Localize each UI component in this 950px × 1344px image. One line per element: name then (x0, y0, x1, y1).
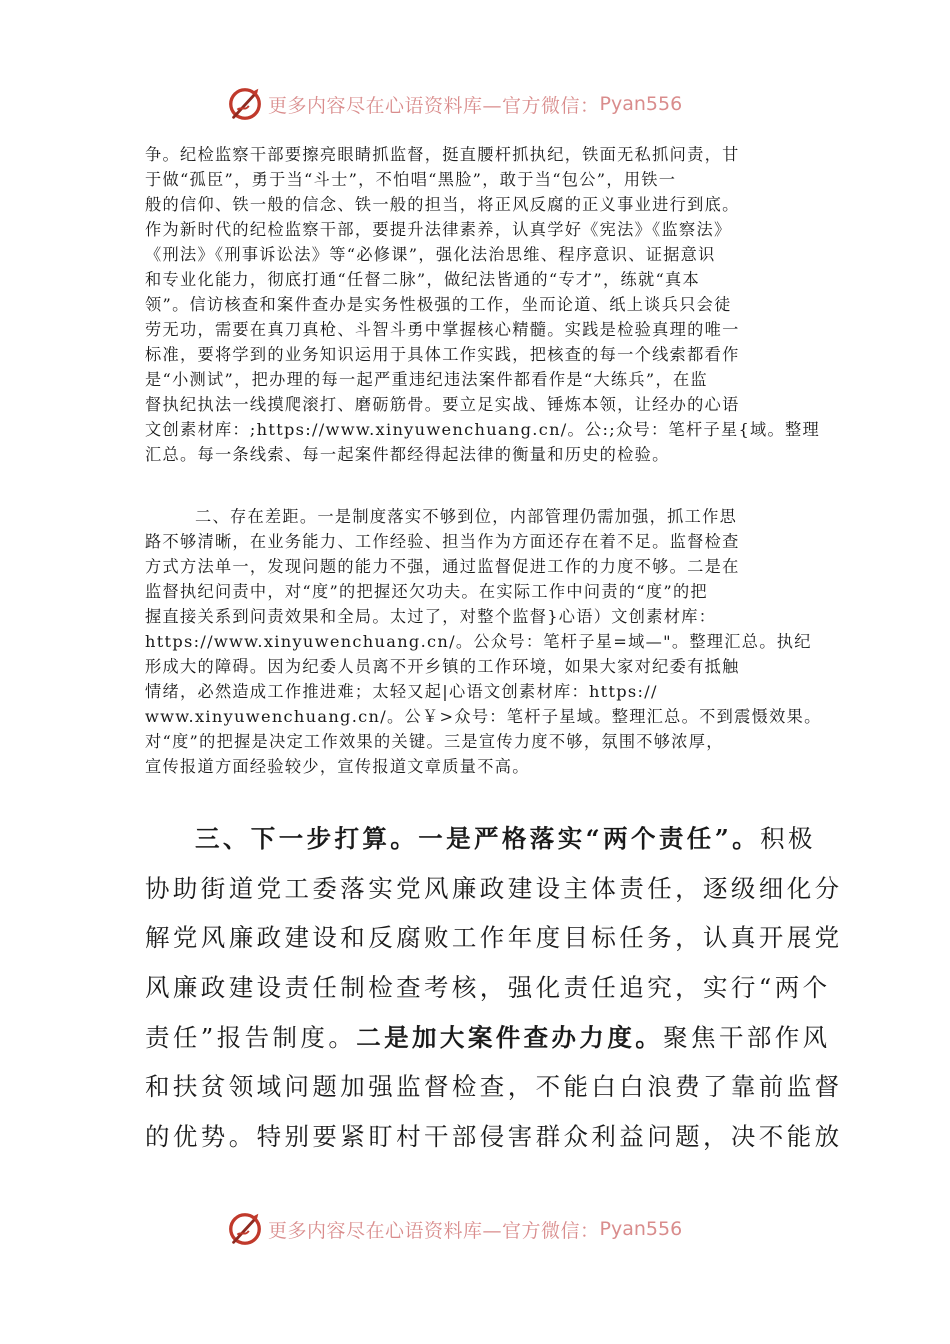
text-line: www.xinyuwenchuang.cn/。公￥>众号：笔杆子星域。整理汇总。不到震慑效果。 (145, 707, 822, 726)
pen-logo-icon (226, 1210, 264, 1248)
text-line: 于做“孤臣”，勇于当“斗士”，不怕唱“黑脸”，敢于当“包公”，用铁一 (145, 170, 677, 189)
banner-wechat-id: Pyan556 (599, 1218, 683, 1240)
banner-text: 更多内容尽在心语资料库—官方微信： (268, 1219, 600, 1242)
paragraph-1 (145, 142, 820, 467)
banner-text: 更多内容尽在心语资料库—官方微信： (268, 94, 600, 117)
text-line: 路不够清晰，在业务能力、工作经验、担当作为方面还存在着不足。监督检查 (145, 532, 740, 551)
text-line: 文创素材库：;https://www.xinyuwenchuang.cn/。公:;众号：笔杆子星{域。整理 (145, 420, 820, 439)
text-line: 解党风廉政建设和反腐败工作年度目标任务，认真开展党 (145, 923, 843, 953)
text-line: 情绪，必然造成工作推进难；太轻又起|心语文创素材库：https:// (145, 682, 658, 701)
header-banner (226, 84, 682, 124)
text-line: 形成大的障碍。因为纪委人员离不开乡镇的工作环境，如果大家对纪委有抵触 (145, 657, 740, 676)
paragraph-2 (145, 504, 822, 779)
text-line: 劳无功，需要在真刀真枪、斗智斗勇中掌握核心精髓。实践是检验真理的唯一 (145, 320, 740, 339)
bold-run: 二是加大案件查办力度。 (356, 1022, 664, 1052)
text-line: 督执纪执法一线摸爬滚打、磨砺筋骨。要立足实战、锤炼本领，让经办的心语 (145, 395, 740, 414)
text-line: 风廉政建设责任制检查考核，强化责任追究，实行“两个 (145, 973, 831, 1003)
text-line: 般的信仰、铁一般的信念、铁一般的担当，将正风反腐的正义事业进行到底。 (145, 195, 740, 214)
section-heading: 三、下一步打算。一是严格落实“两个责任”。 (195, 824, 761, 853)
paragraph-3 (145, 814, 843, 1162)
text-line: 对“度”的把握是决定工作效果的关键。三是宣传力度不够，氛围不够浓厚， (145, 732, 724, 751)
pen-logo-icon (226, 85, 264, 123)
text-line: 争。纪检监察干部要擦亮眼睛抓监督，挺直腰杆抓执纪，铁面无私抓问责，甘 (145, 145, 740, 164)
text-line: 和扶贫领域问题加强监督检查，不能白白浪费了靠前监督 (145, 1072, 843, 1102)
text-line: 作为新时代的纪检监察干部，要提升法律素养，认真学好《宪法》《监察法》 (145, 220, 732, 239)
text-line: 领”。信访核查和案件查办是实务性极强的工作，坐而论道、纸上谈兵只会徒 (145, 295, 732, 314)
text-line: 二、存在差距。一是制度落实不够到位，内部管理仍需加强，抓工作思 (195, 507, 738, 526)
text-line: 宣传报道方面经验较少，宣传报道文章质量不高。 (145, 757, 530, 776)
text-line: 监督执纪问责中，对“度”的把握还欠功夫。在实际工作中问责的“度”的把 (145, 582, 708, 601)
text-run: 聚焦干部作风 (663, 1022, 831, 1052)
text-line (145, 814, 816, 864)
text-line: 协助街道党工委落实党风廉政建设主体责任，逐级细化分 (145, 873, 843, 903)
text-line: 和专业化能力，彻底打通“任督二脉”，做纪法皆通的“专才”，练就“真本 (145, 270, 701, 289)
text-run: 责任”报告制度。 (145, 1022, 357, 1052)
text-run: 积极 (760, 824, 816, 853)
text-line (145, 1013, 831, 1063)
text-line: 方式方法单一，发现问题的能力不强，通过监督促进工作的力度不够。二是在 (145, 557, 740, 576)
text-line: 汇总。每一条线索、每一起案件都经得起法律的衡量和历史的检验。 (145, 445, 670, 464)
text-line: 是“小测试”，把办理的每一起严重违纪违法案件都看作是“大练兵”，在监 (145, 370, 708, 389)
text-line: 标准，要将学到的业务知识运用于具体工作实践，把核查的每一个线索都看作 (145, 345, 740, 364)
banner-wechat-id: Pyan556 (599, 93, 683, 115)
text-line: 的优势。特别要紧盯村干部侵害群众利益问题，决不能放 (145, 1122, 843, 1152)
text-line: 握直接关系到问责效果和全局。太过了，对整个监督}心语）文创素材库： (145, 607, 717, 626)
text-line: https://www.xinyuwenchuang.cn/。公众号：笔杆子星=域—"。整理汇总。执纪 (145, 632, 812, 651)
footer-banner (226, 1209, 682, 1249)
text-line: 《刑法》《刑事诉讼法》等“必修课”，强化法治思维、程序意识、证据意识 (145, 245, 716, 264)
